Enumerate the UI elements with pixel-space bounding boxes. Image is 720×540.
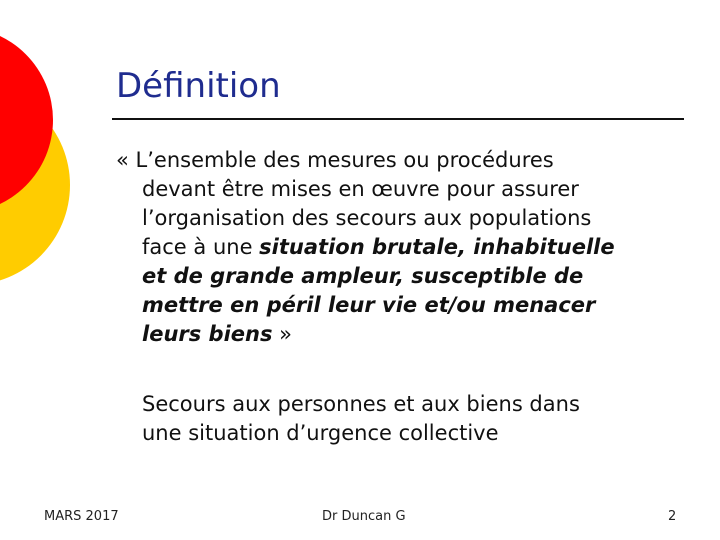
definition-paragraph: [116, 146, 696, 349]
yellow-circle-decoration: [0, 85, 70, 285]
footer-author: Dr Duncan G: [322, 509, 406, 524]
red-circle-decoration: [0, 27, 53, 213]
definition-line-1: « L’ensemble des mesures ou procédures: [116, 148, 554, 172]
definition-line-7-emphasis: leurs biens: [142, 322, 273, 346]
definition-line-7: [116, 320, 696, 349]
summary-line-1: Secours aux personnes et aux biens dans: [142, 392, 580, 416]
title-underline: [112, 118, 684, 120]
summary-line-2: une situation d’urgence collective: [142, 421, 499, 445]
decorative-circles: [0, 0, 120, 300]
definition-line-5: et de grande ampleur, susceptible de: [142, 264, 584, 288]
definition-line-3: l’organisation des secours aux populations: [142, 206, 592, 230]
footer-date: MARS 2017: [44, 509, 119, 524]
definition-line-2: devant être mises en œuvre pour assurer: [142, 177, 579, 201]
definition-line-4: [116, 233, 696, 262]
definition-line-7-text: »: [272, 322, 293, 346]
summary-paragraph: [116, 390, 696, 448]
footer-page-number: 2: [668, 509, 677, 524]
definition-line-6: mettre en péril leur vie et/ou menacer: [142, 293, 596, 317]
definition-line-4-text: face à une: [142, 235, 260, 259]
slide-title: Définition: [116, 66, 281, 106]
definition-line-4-emphasis: situation brutale, inhabituelle: [259, 235, 615, 259]
